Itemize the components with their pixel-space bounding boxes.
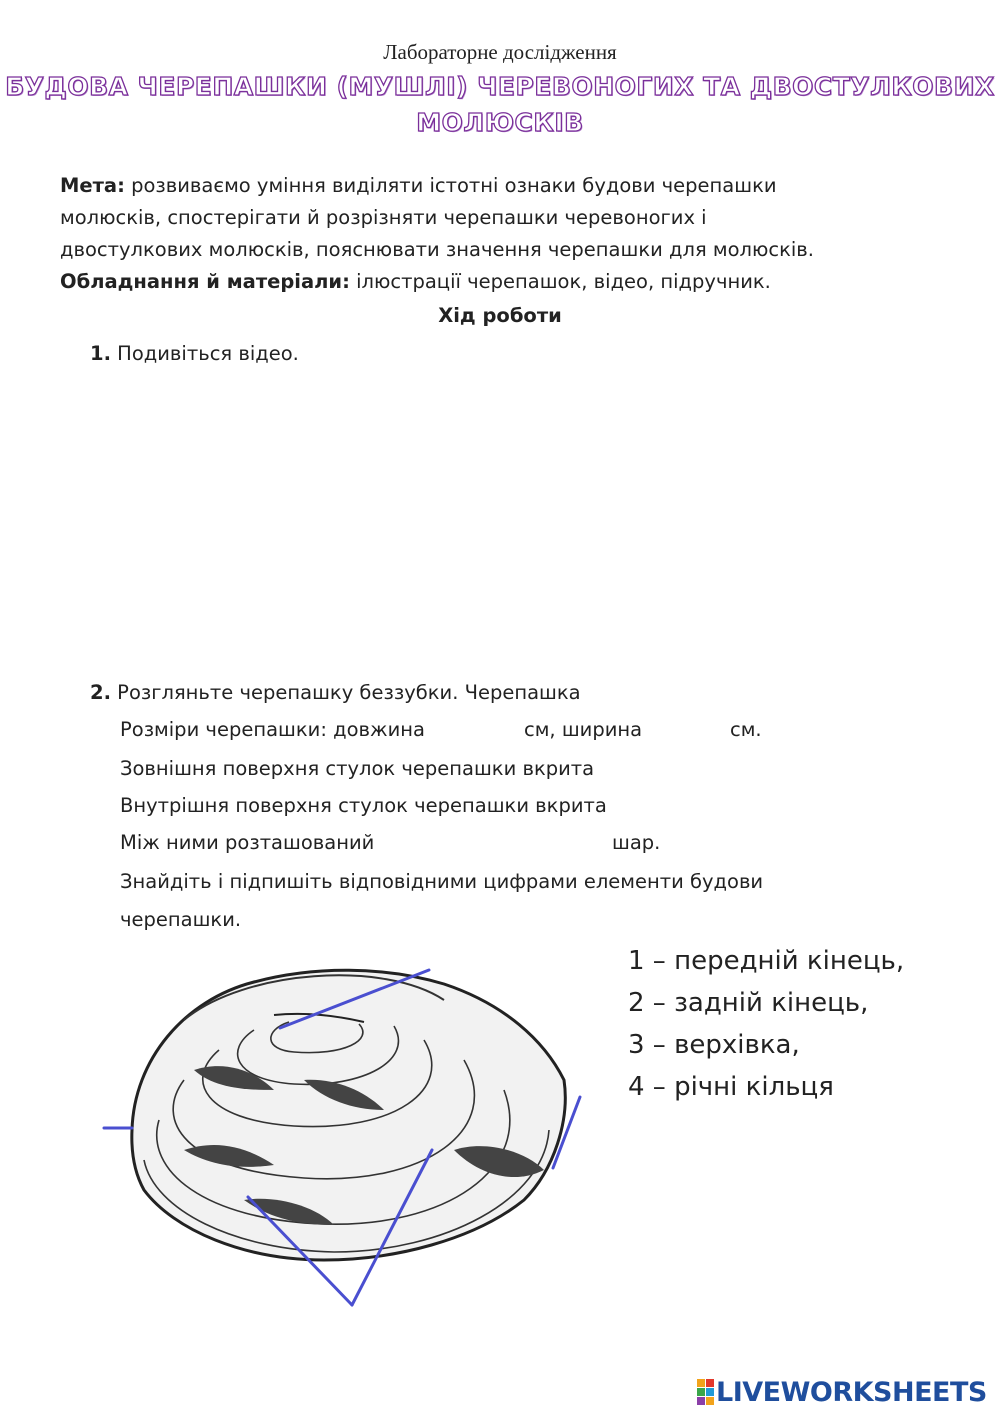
- goal-label: Мета:: [60, 174, 125, 197]
- lab-subtitle: Лабораторне дослідження: [383, 40, 617, 64]
- step-2-number: 2.: [90, 681, 111, 704]
- logo-icon: [697, 1379, 714, 1405]
- equipment-text: ілюстрації черепашок, відео, підручник.: [349, 270, 771, 293]
- step-1: [90, 342, 299, 365]
- step-1-number: 1.: [90, 342, 111, 365]
- step-2-line-2c: см.: [730, 718, 762, 741]
- goal-paragraph: [60, 170, 940, 298]
- legend-item-4: 4 – річні кільця: [628, 1072, 834, 1102]
- goal-text-3: двостулкових молюсків, пояснювати значення черепашки для молюсків.: [60, 238, 814, 261]
- page-title-line-2: МОЛЮСКІВ: [416, 108, 584, 137]
- legend-item-3: 3 – верхівка,: [628, 1030, 800, 1060]
- step-2-line-2b: см, ширина: [524, 718, 643, 741]
- legend-item-1: 1 – передній кінець,: [628, 946, 905, 976]
- legend: [628, 940, 904, 1108]
- shell-illustration: [124, 960, 570, 1272]
- procedure-heading: Хід роботи: [438, 304, 562, 327]
- logo-text: LIVEWORKSHEETS: [716, 1376, 987, 1408]
- step-2: [90, 681, 581, 704]
- step-2-line-6: Знайдіть і підпишіть відповідними цифрами елементи будови: [120, 870, 764, 893]
- step-1-text: Подивіться відео.: [110, 342, 299, 365]
- step-2-line-2a: Розміри черепашки: довжина: [120, 718, 425, 741]
- step-2-line-7: черепашки.: [120, 908, 242, 931]
- legend-item-2: 2 – задній кінець,: [628, 988, 869, 1018]
- goal-text-2: молюсків, спостерігати й розрізняти черепашки черевоногих і: [60, 206, 707, 229]
- equipment-label: Обладнання й матеріали:: [60, 270, 350, 293]
- liveworksheets-logo: [697, 1376, 987, 1408]
- step-2-line-4: Внутрішня поверхня стулок черепашки вкрита: [120, 794, 607, 817]
- step-2-line-5a: Між ними розташований: [120, 831, 375, 854]
- goal-text-1: розвиваємо уміння виділяти істотні ознаки будови черепашки: [124, 174, 777, 197]
- page-title-line-1: БУДОВА ЧЕРЕПАШКИ (МУШЛІ) ЧЕРЕВОНОГИХ ТА ДВОСТУЛКОВИХ: [5, 72, 995, 101]
- step-2-line-1: Розгляньте черепашку беззубки. Черепашка: [110, 681, 581, 704]
- shell-outline: [132, 970, 565, 1260]
- step-2-line-5b: шар.: [612, 831, 661, 854]
- step-2-line-3: Зовнішня поверхня стулок черепашки вкрита: [120, 757, 595, 780]
